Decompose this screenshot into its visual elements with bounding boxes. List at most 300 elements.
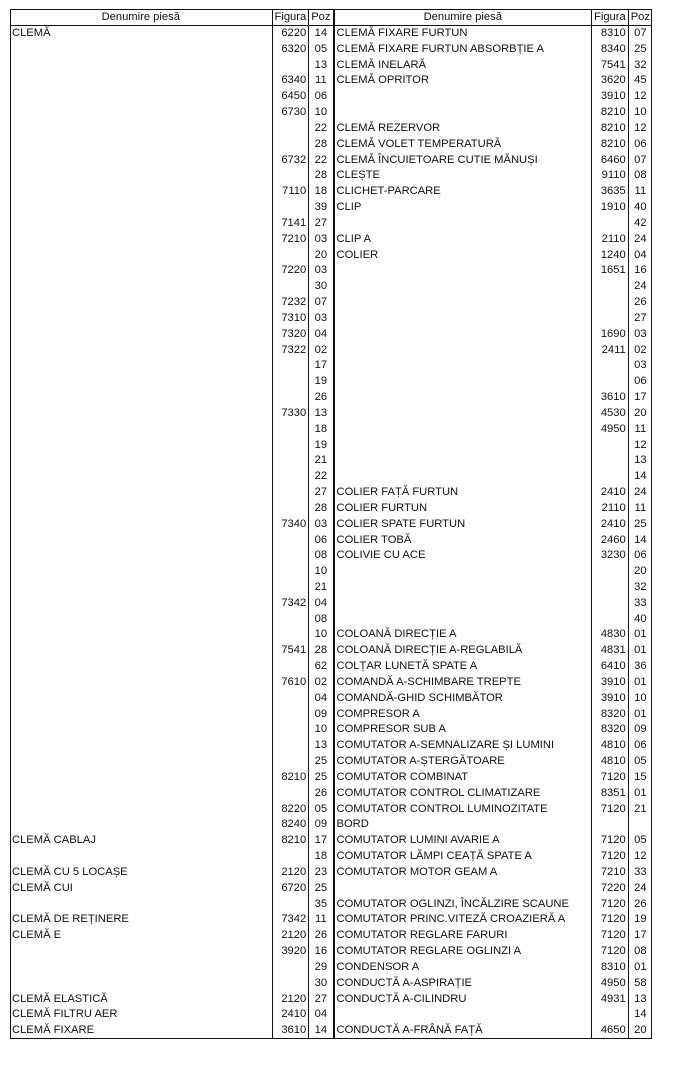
poz-left: 08 bbox=[309, 612, 334, 628]
table-row bbox=[10, 485, 652, 501]
poz-right: 12 bbox=[628, 438, 652, 454]
part-name-right: COMUTATOR LĂMPI CEAȚĂ SPATE A bbox=[334, 849, 592, 865]
poz-right: 11 bbox=[628, 422, 652, 438]
figure-right: 2410 bbox=[592, 517, 629, 533]
figure-right bbox=[592, 564, 629, 580]
part-name-left bbox=[10, 390, 272, 406]
figure-left bbox=[272, 469, 309, 485]
figure-left bbox=[272, 960, 309, 976]
part-name-left bbox=[10, 960, 272, 976]
part-name-left: CLEMĂ FIXARE bbox=[12, 1024, 95, 1037]
poz-right: 14 bbox=[628, 469, 652, 485]
part-name-left bbox=[10, 295, 272, 311]
poz-left: 08 bbox=[309, 548, 334, 564]
table-row bbox=[10, 517, 652, 533]
part-name-left bbox=[10, 675, 272, 691]
poz-left: 29 bbox=[309, 960, 334, 976]
figure-left bbox=[272, 659, 309, 675]
figure-left bbox=[272, 390, 309, 406]
table-row bbox=[10, 897, 652, 913]
table-row bbox=[10, 643, 652, 659]
part-name-right: COLȚAR LUNETĂ SPATE A bbox=[334, 659, 592, 675]
poz-left: 18 bbox=[309, 849, 334, 865]
figure-right: 8210 bbox=[592, 105, 629, 121]
poz-left: 21 bbox=[309, 453, 334, 469]
part-name-right: CONDUCTĂ A-CILINDRU bbox=[334, 992, 592, 1008]
part-name-left bbox=[10, 438, 272, 454]
poz-right: 58 bbox=[628, 976, 652, 992]
figure-left: 6732 bbox=[272, 153, 309, 169]
figure-right: 4831 bbox=[592, 643, 629, 659]
poz-left: 27 bbox=[309, 485, 334, 501]
part-name-left bbox=[10, 105, 272, 121]
figure-right: 4830 bbox=[592, 627, 629, 643]
poz-left: 25 bbox=[309, 881, 334, 897]
figure-left: 8210 bbox=[272, 770, 309, 786]
figure-right: 4810 bbox=[592, 738, 629, 754]
table-row bbox=[10, 121, 652, 137]
part-name-left bbox=[10, 58, 272, 74]
figure-left bbox=[272, 121, 309, 137]
poz-left: 18 bbox=[309, 422, 334, 438]
poz-right: 02 bbox=[628, 343, 652, 359]
part-name-right: BORD bbox=[334, 817, 592, 833]
part-name-right: COLIVIE CU ACE bbox=[334, 548, 592, 564]
part-name-left bbox=[10, 897, 272, 913]
poz-right: 14 bbox=[628, 1007, 652, 1023]
table-row bbox=[10, 770, 652, 786]
poz-right: 32 bbox=[628, 58, 652, 74]
poz-right: 10 bbox=[628, 105, 652, 121]
table-row bbox=[10, 105, 652, 121]
part-name-left bbox=[10, 548, 272, 564]
table-row bbox=[10, 580, 652, 596]
figure-left: 2120 bbox=[272, 865, 309, 881]
header-poz-right: Poz bbox=[628, 9, 652, 26]
part-name-left bbox=[10, 501, 272, 517]
figure-right: 2460 bbox=[592, 533, 629, 549]
poz-right: 36 bbox=[628, 659, 652, 675]
figure-left: 7310 bbox=[272, 311, 309, 327]
part-name-right: COMUTATOR LUMINI AVARIE A bbox=[334, 833, 592, 849]
figure-left: 3610 bbox=[272, 1023, 309, 1039]
part-name-left bbox=[10, 343, 272, 359]
part-name-right: CLICHET-PARCARE bbox=[334, 184, 592, 200]
table-row bbox=[10, 659, 652, 675]
poz-right: 24 bbox=[628, 881, 652, 897]
poz-right: 01 bbox=[628, 643, 652, 659]
poz-right: 01 bbox=[628, 627, 652, 643]
poz-left: 22 bbox=[309, 153, 334, 169]
poz-left: 28 bbox=[309, 501, 334, 517]
poz-right: 24 bbox=[628, 279, 652, 295]
part-name-left bbox=[10, 849, 272, 865]
figure-right: 6460 bbox=[592, 153, 629, 169]
poz-left: 05 bbox=[309, 802, 334, 818]
part-name-right: COMUTATOR OGLINZI, ÎNCĂLZIRE SCAUNE bbox=[334, 897, 592, 913]
figure-right: 7120 bbox=[592, 802, 629, 818]
figure-left: 7340 bbox=[272, 517, 309, 533]
figure-left: 2120 bbox=[272, 928, 309, 944]
poz-left: 11 bbox=[309, 73, 334, 89]
poz-left: 20 bbox=[309, 248, 334, 264]
table-row bbox=[10, 960, 652, 976]
poz-right: 19 bbox=[628, 912, 652, 928]
figure-right bbox=[592, 311, 629, 327]
part-name-left bbox=[10, 738, 272, 754]
part-name-left bbox=[10, 374, 272, 390]
poz-left: 04 bbox=[309, 327, 334, 343]
figure-right: 4950 bbox=[592, 976, 629, 992]
figure-right: 3910 bbox=[592, 691, 629, 707]
table-row bbox=[10, 390, 652, 406]
part-name-right: COLIER SPATE FURTUN bbox=[334, 517, 592, 533]
part-name-right: COLOANĂ DIRECȚIE A-REGLABILĂ bbox=[334, 643, 592, 659]
figure-left: 2410 bbox=[272, 1007, 309, 1023]
figure-left bbox=[272, 786, 309, 802]
figure-left bbox=[272, 168, 309, 184]
part-name-right: COMUTATOR PRINC.VITEZĂ CROAZIERĂ A bbox=[334, 912, 592, 928]
table-row bbox=[10, 327, 652, 343]
table-row bbox=[10, 137, 652, 153]
figure-left: 6720 bbox=[272, 881, 309, 897]
figure-left: 7220 bbox=[272, 263, 309, 279]
figure-right: 3635 bbox=[592, 184, 629, 200]
poz-left: 27 bbox=[309, 216, 334, 232]
poz-right: 16 bbox=[628, 263, 652, 279]
poz-right: 24 bbox=[628, 485, 652, 501]
part-name-left: CLEMĂ DE REȚINERE bbox=[12, 913, 129, 926]
poz-left: 05 bbox=[309, 42, 334, 58]
table-row bbox=[10, 928, 652, 944]
part-name-right: CLEMĂ INELARĂ bbox=[334, 58, 592, 74]
part-name-right: CONDENSOR A bbox=[334, 960, 592, 976]
poz-right: 15 bbox=[628, 770, 652, 786]
table-row bbox=[10, 533, 652, 549]
poz-left: 10 bbox=[309, 105, 334, 121]
poz-right: 06 bbox=[628, 548, 652, 564]
part-name-left bbox=[10, 627, 272, 643]
part-name-left bbox=[10, 707, 272, 723]
table-row bbox=[10, 184, 652, 200]
table-row bbox=[10, 422, 652, 438]
part-name-right: COMPRESOR A bbox=[334, 707, 592, 723]
part-name-right bbox=[334, 881, 592, 897]
poz-left: 03 bbox=[309, 311, 334, 327]
poz-left: 04 bbox=[309, 1007, 334, 1023]
part-name-right: COLIER FURTUN bbox=[334, 501, 592, 517]
figure-right: 4810 bbox=[592, 754, 629, 770]
table-row bbox=[10, 453, 652, 469]
table-row bbox=[10, 374, 652, 390]
poz-left: 25 bbox=[309, 770, 334, 786]
part-name-right bbox=[334, 406, 592, 422]
figure-left: 7141 bbox=[272, 216, 309, 232]
part-name-right: CLEMĂ OPRITOR bbox=[334, 73, 592, 89]
figure-right: 1910 bbox=[592, 200, 629, 216]
part-name-right bbox=[334, 390, 592, 406]
part-name-left bbox=[10, 564, 272, 580]
figure-right: 3620 bbox=[592, 73, 629, 89]
figure-left: 3920 bbox=[272, 944, 309, 960]
part-name-left: CLEMĂ CABLAJ bbox=[12, 834, 96, 847]
figure-left: 7330 bbox=[272, 406, 309, 422]
part-name-right bbox=[334, 311, 592, 327]
part-name-right bbox=[334, 596, 592, 612]
part-name-left bbox=[10, 596, 272, 612]
poz-right: 33 bbox=[628, 596, 652, 612]
figure-left bbox=[272, 374, 309, 390]
figure-right: 2110 bbox=[592, 232, 629, 248]
figure-left bbox=[272, 438, 309, 454]
poz-left: 10 bbox=[309, 722, 334, 738]
poz-left: 28 bbox=[309, 168, 334, 184]
poz-right: 12 bbox=[628, 89, 652, 105]
part-name-right: COMANDĂ-GHID SCHIMBĂTOR bbox=[334, 691, 592, 707]
figure-right: 7120 bbox=[592, 897, 629, 913]
part-name-right bbox=[334, 216, 592, 232]
poz-left: 17 bbox=[309, 833, 334, 849]
part-name-right: COMUTATOR A-SEMNALIZARE ȘI LUMINI bbox=[334, 738, 592, 754]
part-name-left bbox=[10, 311, 272, 327]
table-row bbox=[10, 596, 652, 612]
part-name-left bbox=[10, 643, 272, 659]
figure-left bbox=[272, 707, 309, 723]
part-name-left bbox=[10, 279, 272, 295]
part-name-right: COMUTATOR REGLARE OGLINZI A bbox=[334, 944, 592, 960]
poz-right: 09 bbox=[628, 722, 652, 738]
part-name-left bbox=[10, 786, 272, 802]
part-name-left bbox=[10, 469, 272, 485]
poz-left: 19 bbox=[309, 374, 334, 390]
poz-left: 27 bbox=[309, 992, 334, 1008]
part-name-left bbox=[10, 200, 272, 216]
figure-right bbox=[592, 374, 629, 390]
part-name-right: COLIER bbox=[334, 248, 592, 264]
table-body bbox=[10, 26, 652, 1040]
figure-left bbox=[272, 533, 309, 549]
part-name-right: CONDUCTĂ A-ASPIRAȚIE bbox=[334, 976, 592, 992]
table-header bbox=[10, 9, 652, 26]
poz-right: 14 bbox=[628, 533, 652, 549]
figure-right bbox=[592, 216, 629, 232]
figure-right: 6410 bbox=[592, 659, 629, 675]
poz-left: 26 bbox=[309, 390, 334, 406]
poz-left: 39 bbox=[309, 200, 334, 216]
figure-right: 3230 bbox=[592, 548, 629, 564]
part-name-right: CONDUCTĂ A-FRÂNĂ FAȚĂ bbox=[334, 1023, 592, 1039]
table-row bbox=[10, 216, 652, 232]
table-row bbox=[10, 881, 652, 897]
part-name-left bbox=[10, 533, 272, 549]
figure-left bbox=[272, 248, 309, 264]
part-name-left: CLEMĂ bbox=[12, 27, 51, 39]
part-name-right bbox=[334, 469, 592, 485]
part-name-left bbox=[10, 422, 272, 438]
table-row bbox=[10, 612, 652, 628]
part-name-left bbox=[10, 802, 272, 818]
figure-left: 8240 bbox=[272, 817, 309, 833]
poz-left: 04 bbox=[309, 596, 334, 612]
figure-right: 8340 bbox=[592, 42, 629, 58]
part-name-left bbox=[10, 327, 272, 343]
figure-right: 8310 bbox=[592, 26, 629, 42]
table-row bbox=[10, 691, 652, 707]
part-name-left bbox=[10, 232, 272, 248]
part-name-right bbox=[334, 327, 592, 343]
figure-left bbox=[272, 976, 309, 992]
figure-left: 6220 bbox=[272, 26, 309, 42]
part-name-right bbox=[334, 89, 592, 105]
table-row bbox=[10, 406, 652, 422]
figure-left bbox=[272, 738, 309, 754]
figure-right: 7120 bbox=[592, 928, 629, 944]
part-name-right: COMUTATOR CONTROL CLIMATIZARE bbox=[334, 786, 592, 802]
table-row bbox=[10, 722, 652, 738]
figure-left bbox=[272, 422, 309, 438]
poz-right: 03 bbox=[628, 327, 652, 343]
table-row bbox=[10, 501, 652, 517]
table-row bbox=[10, 865, 652, 881]
figure-left: 7210 bbox=[272, 232, 309, 248]
part-name-right bbox=[334, 105, 592, 121]
figure-left bbox=[272, 722, 309, 738]
figure-left: 7610 bbox=[272, 675, 309, 691]
part-name-right: COLOANĂ DIRECȚIE A bbox=[334, 627, 592, 643]
parts-index-table bbox=[10, 9, 652, 1039]
poz-left: 28 bbox=[309, 137, 334, 153]
poz-left: 02 bbox=[309, 675, 334, 691]
figure-left: 7342 bbox=[272, 596, 309, 612]
figure-right bbox=[592, 453, 629, 469]
figure-right: 2411 bbox=[592, 343, 629, 359]
header-name-left: Denumire piesă bbox=[10, 9, 272, 26]
table-row bbox=[10, 26, 652, 42]
poz-left: 03 bbox=[309, 232, 334, 248]
figure-left: 7232 bbox=[272, 295, 309, 311]
poz-left: 35 bbox=[309, 897, 334, 913]
poz-right: 08 bbox=[628, 168, 652, 184]
part-name-right: COMUTATOR CONTROL LUMINOZITATE bbox=[334, 802, 592, 818]
poz-left: 30 bbox=[309, 279, 334, 295]
poz-left: 21 bbox=[309, 580, 334, 596]
poz-left: 28 bbox=[309, 643, 334, 659]
figure-right: 1651 bbox=[592, 263, 629, 279]
table-row bbox=[10, 738, 652, 754]
poz-left: 16 bbox=[309, 944, 334, 960]
poz-right: 12 bbox=[628, 121, 652, 137]
part-name-left bbox=[10, 976, 272, 992]
table-row bbox=[10, 263, 652, 279]
poz-right: 07 bbox=[628, 26, 652, 42]
poz-left: 23 bbox=[309, 865, 334, 881]
poz-right: 17 bbox=[628, 928, 652, 944]
part-name-right bbox=[334, 1007, 592, 1023]
header-name-right: Denumire piesă bbox=[334, 9, 592, 26]
figure-left: 7541 bbox=[272, 643, 309, 659]
poz-left: 14 bbox=[309, 1023, 334, 1039]
part-name-left bbox=[10, 485, 272, 501]
part-name-right: COLIER TOBĂ bbox=[334, 533, 592, 549]
table-row bbox=[10, 548, 652, 564]
part-name-right: COMANDĂ A-SCHIMBARE TREPTE bbox=[334, 675, 592, 691]
poz-right: 13 bbox=[628, 453, 652, 469]
poz-left: 13 bbox=[309, 58, 334, 74]
table-row bbox=[10, 707, 652, 723]
poz-right: 05 bbox=[628, 833, 652, 849]
part-name-left bbox=[10, 659, 272, 675]
figure-right: 8320 bbox=[592, 707, 629, 723]
part-name-right: COMUTATOR MOTOR GEAM A bbox=[334, 865, 592, 881]
table-row bbox=[10, 311, 652, 327]
part-name-left bbox=[10, 580, 272, 596]
part-name-left bbox=[10, 770, 272, 786]
poz-left: 09 bbox=[309, 707, 334, 723]
figure-left: 8220 bbox=[272, 802, 309, 818]
poz-left: 10 bbox=[309, 627, 334, 643]
figure-left bbox=[272, 200, 309, 216]
table-row bbox=[10, 42, 652, 58]
part-name-left bbox=[10, 358, 272, 374]
part-name-right: CLEMĂ REZERVOR bbox=[334, 121, 592, 137]
part-name-left bbox=[10, 691, 272, 707]
figure-left bbox=[272, 501, 309, 517]
part-name-left bbox=[10, 153, 272, 169]
figure-right: 7220 bbox=[592, 881, 629, 897]
part-name-left: CLEMĂ CU 5 LOCAȘE bbox=[12, 865, 128, 878]
table-row bbox=[10, 438, 652, 454]
figure-right: 8310 bbox=[592, 960, 629, 976]
table-row bbox=[10, 343, 652, 359]
table-row bbox=[10, 912, 652, 928]
figure-left bbox=[272, 849, 309, 865]
poz-right bbox=[628, 817, 652, 833]
figure-left bbox=[272, 548, 309, 564]
poz-right: 04 bbox=[628, 248, 652, 264]
figure-right: 7120 bbox=[592, 849, 629, 865]
poz-left: 17 bbox=[309, 358, 334, 374]
part-name-right bbox=[334, 279, 592, 295]
poz-right: 26 bbox=[628, 897, 652, 913]
poz-right: 05 bbox=[628, 754, 652, 770]
poz-right: 40 bbox=[628, 612, 652, 628]
poz-right: 20 bbox=[628, 406, 652, 422]
figure-right: 7120 bbox=[592, 770, 629, 786]
part-name-left bbox=[10, 817, 272, 833]
part-name-left bbox=[10, 517, 272, 533]
part-name-right: CLEMĂ ÎNCUIETOARE CUTIE MĂNUȘI bbox=[334, 153, 592, 169]
poz-left: 26 bbox=[309, 786, 334, 802]
header-poz-left: Poz bbox=[309, 9, 334, 26]
figure-right: 7120 bbox=[592, 944, 629, 960]
poz-right: 25 bbox=[628, 517, 652, 533]
table-row bbox=[10, 89, 652, 105]
poz-left: 03 bbox=[309, 517, 334, 533]
poz-left: 13 bbox=[309, 406, 334, 422]
table-row bbox=[10, 469, 652, 485]
part-name-left bbox=[10, 406, 272, 422]
figure-right: 4931 bbox=[592, 992, 629, 1008]
poz-left: 07 bbox=[309, 295, 334, 311]
poz-right: 25 bbox=[628, 42, 652, 58]
part-name-right: CLEMĂ VOLET TEMPERATURĂ bbox=[334, 137, 592, 153]
part-name-right bbox=[334, 564, 592, 580]
part-name-right bbox=[334, 295, 592, 311]
poz-right: 26 bbox=[628, 295, 652, 311]
part-name-left bbox=[10, 184, 272, 200]
figure-right: 3610 bbox=[592, 390, 629, 406]
figure-left: 7110 bbox=[272, 184, 309, 200]
